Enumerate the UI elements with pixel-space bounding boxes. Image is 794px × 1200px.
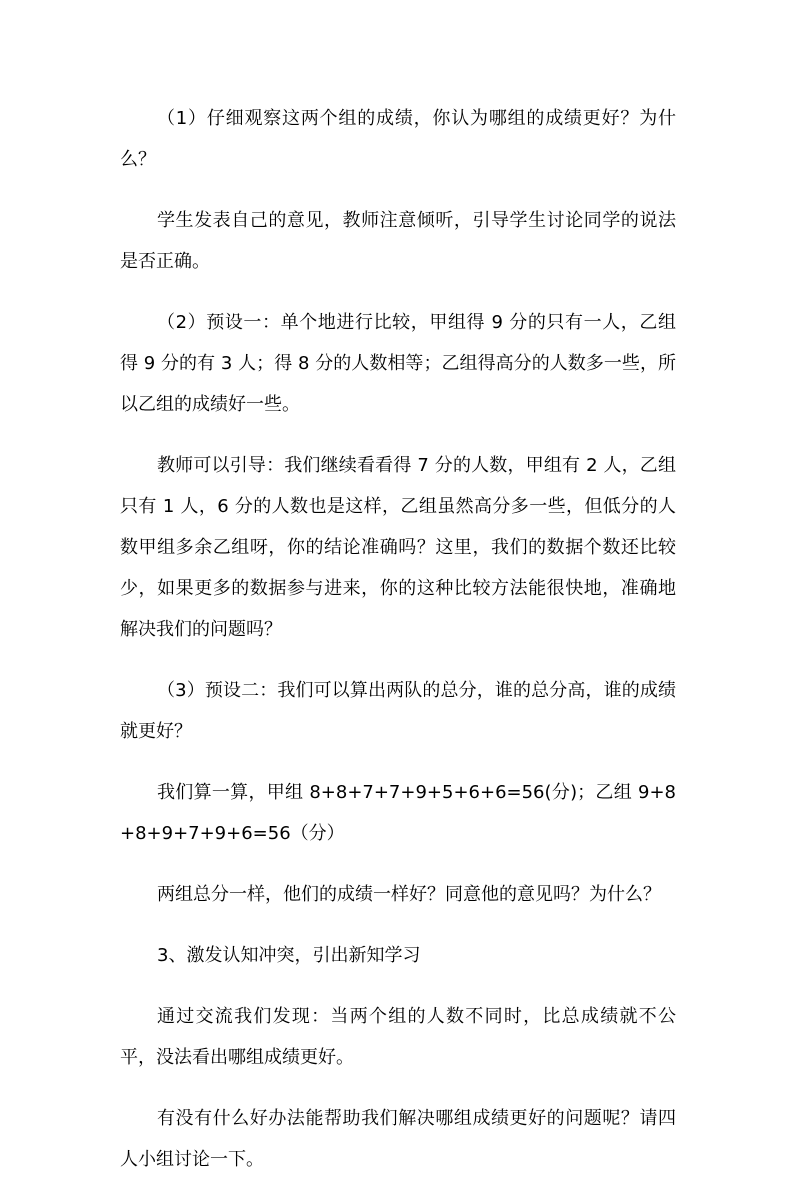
paragraph-hypothesis-1: （2）预设一：单个地进行比较，甲组得 9 分的只有一人，乙组得 9 分的有 3 人；得 8 分的人数相等；乙组得高分的人数多一些，所以乙组的成绩好一些。 [120, 312, 676, 415]
paragraph-same-total: 两组总分一样，他们的成绩一样好？同意他的意见吗？为什么？ [157, 884, 661, 905]
paragraph-student-opinion: 学生发表自己的意见，教师注意倾听，引导学生讨论同学的说法是否正确。 [120, 210, 676, 272]
paragraph-question-1: （1）仔细观察这两个组的成绩，你认为哪组的成绩更好？为什么？ [120, 108, 676, 170]
document-body [120, 98, 676, 1200]
section-heading-3: 3、激发认知冲突，引出新知学习 [157, 945, 421, 966]
paragraph-discovery: 通过交流我们发现：当两个组的人数不同时，比总成绩就不公平，没法看出哪组成绩更好。 [120, 1006, 676, 1068]
paragraph-hypothesis-2: （3）预设二：我们可以算出两队的总分，谁的总分高，谁的成绩就更好？ [120, 680, 676, 742]
paragraph-group-discussion: 有没有什么好办法能帮助我们解决哪组成绩更好的问题呢？请四人小组讨论一下。 [120, 1108, 676, 1170]
paragraph-calculation: 我们算一算，甲组 8+8+7+7+9+5+6+6=56(分)；乙组 9+8+8+9+7+9+6=56（分） [120, 782, 676, 844]
paragraph-teacher-guide: 教师可以引导：我们继续看看得 7 分的人数，甲组有 2 人，乙组只有 1 人，6 分的人数也是这样，乙组虽然高分多一些，但低分的人数甲组多余乙组呀，你的结论准确吗？这里，我们的数据个数还比较少，如果更多的数据参与进来，你的这种比较方法能很快地，准确地解决我们的问题吗？ [120, 455, 676, 640]
